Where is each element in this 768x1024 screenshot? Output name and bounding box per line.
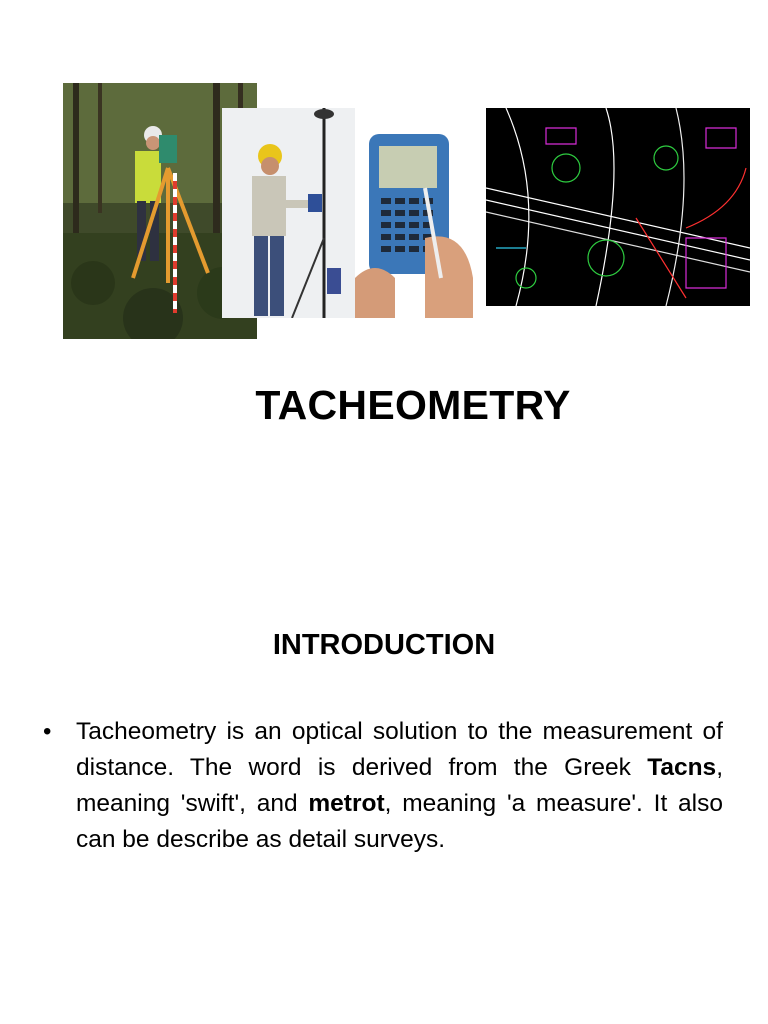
- data-collector-photo: [355, 128, 475, 318]
- surveyor-gps-photo: [222, 108, 355, 318]
- bullet-text-1: Tacheometry is an optical solution to the measurement of distance. The word is derived from the Greek: [76, 718, 723, 781]
- bullet-paragraph: [76, 714, 723, 858]
- section-heading: INTRODUCTION: [272, 629, 496, 661]
- bullet-icon: •: [43, 718, 52, 745]
- bullet-item: [43, 714, 723, 858]
- bullet-text-2: , meaning 'swift', and: [76, 754, 723, 817]
- page-title: TACHEOMETRY: [255, 382, 571, 428]
- bold-term-tacns: Tacns: [647, 754, 717, 781]
- bullet-text-3: , meaning 'a measure'. It also can be describe as detail surveys.: [76, 790, 723, 853]
- survey-map-photo: [486, 108, 750, 306]
- bold-term-metrot: metrot: [308, 790, 385, 817]
